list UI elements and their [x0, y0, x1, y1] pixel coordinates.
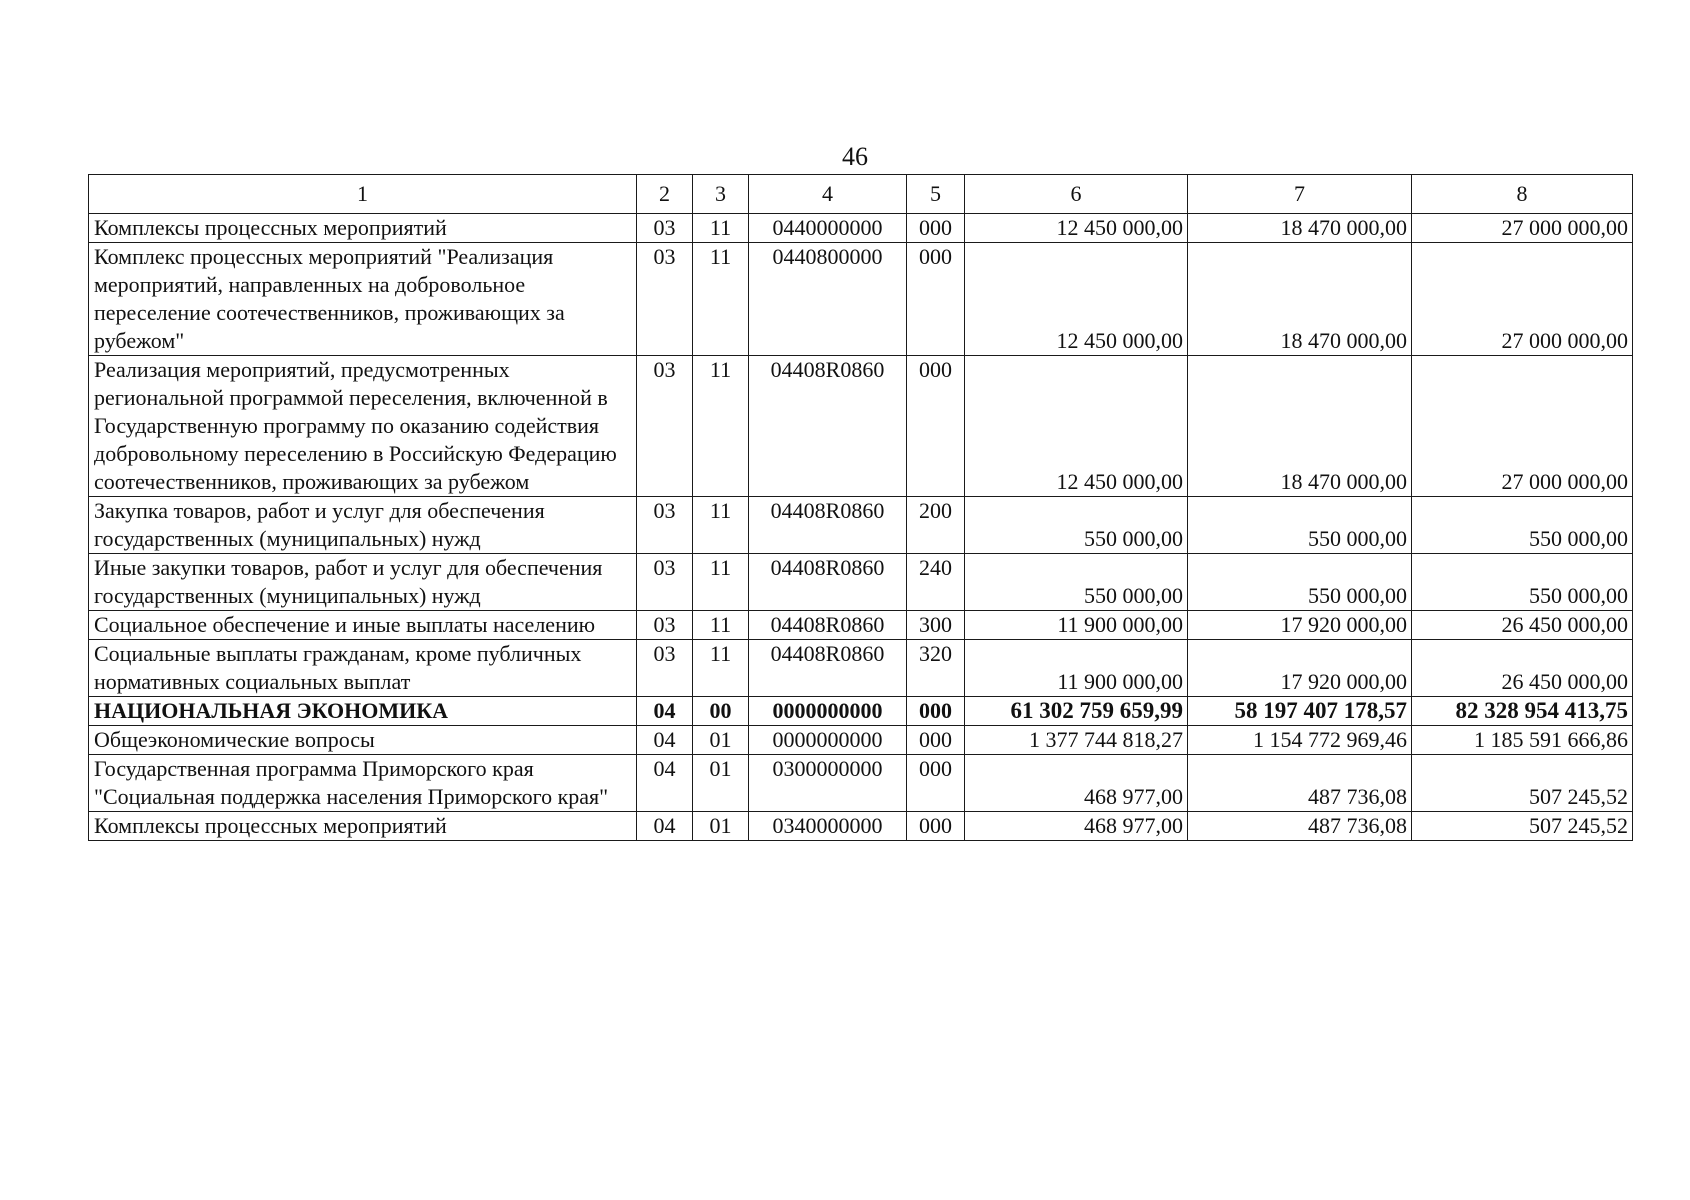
amount-year-3: 82 328 954 413,75 — [1412, 697, 1633, 726]
expense-type-code: 000 — [907, 812, 965, 841]
item-name: Реализация мероприятий, предусмотренных региональной программой переселения, включенной в Государственную программу по оказанию содействия добровольному переселению в Российскую Федерацию соотечественников, проживающих за рубежом — [89, 356, 637, 497]
subsection-code: 01 — [693, 812, 749, 841]
expense-type-code: 200 — [907, 497, 965, 554]
column-number: 6 — [965, 175, 1188, 214]
table-row — [89, 554, 1633, 611]
amount-year-2: 17 920 000,00 — [1188, 611, 1412, 640]
amount-year-3: 26 450 000,00 — [1412, 640, 1633, 697]
amount-year-1: 12 450 000,00 — [965, 356, 1188, 497]
expense-type-code: 000 — [907, 356, 965, 497]
target-article-code: 04408R0860 — [749, 640, 907, 697]
amount-year-2: 58 197 407 178,57 — [1188, 697, 1412, 726]
item-name: Комплексы процессных мероприятий — [89, 214, 637, 243]
expense-type-code: 320 — [907, 640, 965, 697]
item-name: Комплекс процессных мероприятий "Реализация мероприятий, направленных на добровольное переселение соотечественников, проживающих за рубежом" — [89, 243, 637, 356]
subsection-code: 11 — [693, 611, 749, 640]
target-article-code: 04408R0860 — [749, 497, 907, 554]
column-number-row — [89, 175, 1633, 214]
budget-table — [88, 174, 1633, 841]
section-code: 03 — [637, 640, 693, 697]
expense-type-code: 000 — [907, 243, 965, 356]
expense-type-code: 000 — [907, 697, 965, 726]
amount-year-2: 487 736,08 — [1188, 755, 1412, 812]
target-article-code: 0000000000 — [749, 697, 907, 726]
table-row — [89, 497, 1633, 554]
amount-year-1: 468 977,00 — [965, 755, 1188, 812]
item-name: Социальное обеспечение и иные выплаты населению — [89, 611, 637, 640]
subsection-code: 11 — [693, 497, 749, 554]
amount-year-1: 11 900 000,00 — [965, 640, 1188, 697]
target-article-code: 0340000000 — [749, 812, 907, 841]
amount-year-3: 550 000,00 — [1412, 497, 1633, 554]
section-code: 04 — [637, 697, 693, 726]
table-row — [89, 640, 1633, 697]
table-row — [89, 726, 1633, 755]
amount-year-1: 12 450 000,00 — [965, 243, 1188, 356]
table-row — [89, 356, 1633, 497]
amount-year-2: 1 154 772 969,46 — [1188, 726, 1412, 755]
amount-year-3: 27 000 000,00 — [1412, 243, 1633, 356]
column-number: 8 — [1412, 175, 1633, 214]
table-row — [89, 214, 1633, 243]
item-name: НАЦИОНАЛЬНАЯ ЭКОНОМИКА — [89, 697, 637, 726]
page-number: 46 — [842, 142, 868, 171]
section-code: 03 — [637, 554, 693, 611]
section-code: 04 — [637, 726, 693, 755]
item-name: Закупка товаров, работ и услуг для обеспечения государственных (муниципальных) нужд — [89, 497, 637, 554]
column-number: 4 — [749, 175, 907, 214]
amount-year-3: 27 000 000,00 — [1412, 214, 1633, 243]
item-name: Иные закупки товаров, работ и услуг для обеспечения государственных (муниципальных) нужд — [89, 554, 637, 611]
column-number: 7 — [1188, 175, 1412, 214]
target-article-code: 04408R0860 — [749, 356, 907, 497]
amount-year-1: 550 000,00 — [965, 554, 1188, 611]
column-number: 3 — [693, 175, 749, 214]
subsection-code: 11 — [693, 640, 749, 697]
item-name: Комплексы процессных мероприятий — [89, 812, 637, 841]
amount-year-1: 468 977,00 — [965, 812, 1188, 841]
amount-year-3: 507 245,52 — [1412, 812, 1633, 841]
target-article-code: 04408R0860 — [749, 554, 907, 611]
amount-year-3: 27 000 000,00 — [1412, 356, 1633, 497]
amount-year-1: 1 377 744 818,27 — [965, 726, 1188, 755]
subsection-code: 00 — [693, 697, 749, 726]
section-code: 03 — [637, 243, 693, 356]
column-number: 5 — [907, 175, 965, 214]
amount-year-2: 487 736,08 — [1188, 812, 1412, 841]
target-article-code: 0440800000 — [749, 243, 907, 356]
section-code: 03 — [637, 611, 693, 640]
expense-type-code: 000 — [907, 726, 965, 755]
amount-year-1: 12 450 000,00 — [965, 214, 1188, 243]
target-article-code: 04408R0860 — [749, 611, 907, 640]
item-name: Социальные выплаты гражданам, кроме публичных нормативных социальных выплат — [89, 640, 637, 697]
amount-year-3: 26 450 000,00 — [1412, 611, 1633, 640]
amount-year-2: 17 920 000,00 — [1188, 640, 1412, 697]
expense-type-code: 240 — [907, 554, 965, 611]
table-row — [89, 812, 1633, 841]
subsection-code: 11 — [693, 554, 749, 611]
section-code: 03 — [637, 214, 693, 243]
subsection-code: 01 — [693, 726, 749, 755]
subsection-code: 11 — [693, 214, 749, 243]
table-row — [89, 243, 1633, 356]
table-row — [89, 611, 1633, 640]
section-code: 03 — [637, 497, 693, 554]
column-number: 2 — [637, 175, 693, 214]
amount-year-2: 18 470 000,00 — [1188, 243, 1412, 356]
table-row — [89, 755, 1633, 812]
expense-type-code: 300 — [907, 611, 965, 640]
subsection-code: 11 — [693, 243, 749, 356]
amount-year-1: 11 900 000,00 — [965, 611, 1188, 640]
section-code: 03 — [637, 356, 693, 497]
amount-year-3: 507 245,52 — [1412, 755, 1633, 812]
item-name: Государственная программа Приморского края "Социальная поддержка населения Приморского края" — [89, 755, 637, 812]
target-article-code: 0300000000 — [749, 755, 907, 812]
expense-type-code: 000 — [907, 214, 965, 243]
amount-year-1: 550 000,00 — [965, 497, 1188, 554]
section-code: 04 — [637, 755, 693, 812]
subsection-code: 11 — [693, 356, 749, 497]
amount-year-2: 550 000,00 — [1188, 497, 1412, 554]
subsection-code: 01 — [693, 755, 749, 812]
item-name: Общеэкономические вопросы — [89, 726, 637, 755]
amount-year-2: 550 000,00 — [1188, 554, 1412, 611]
column-number: 1 — [89, 175, 637, 214]
amount-year-2: 18 470 000,00 — [1188, 356, 1412, 497]
target-article-code: 0000000000 — [749, 726, 907, 755]
table-row — [89, 697, 1633, 726]
amount-year-1: 61 302 759 659,99 — [965, 697, 1188, 726]
amount-year-3: 1 185 591 666,86 — [1412, 726, 1633, 755]
amount-year-2: 18 470 000,00 — [1188, 214, 1412, 243]
expense-type-code: 000 — [907, 755, 965, 812]
target-article-code: 0440000000 — [749, 214, 907, 243]
section-code: 04 — [637, 812, 693, 841]
amount-year-3: 550 000,00 — [1412, 554, 1633, 611]
